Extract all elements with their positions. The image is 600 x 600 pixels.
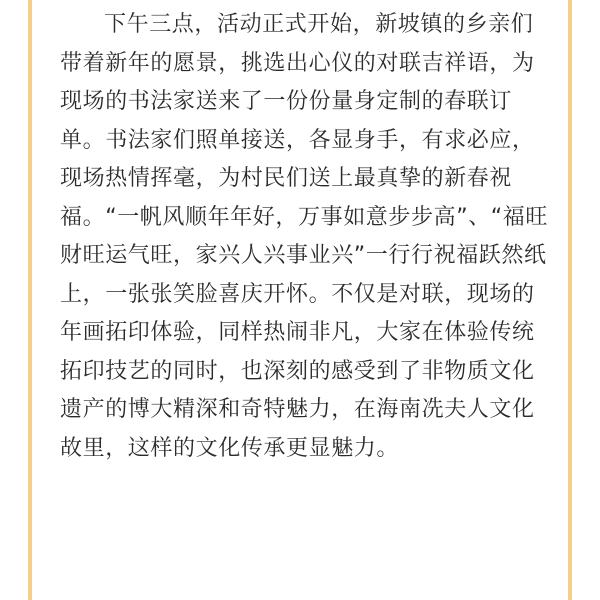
paragraph-line: 现场热情挥毫，为村民们送上最真挚的新春祝 bbox=[60, 166, 513, 191]
paragraph-line: 单。书法家们照单接送，各显身手，有求必应， bbox=[60, 127, 535, 153]
paragraph-line: 福。“一帆风顺年年好，万事如意步步高”、“福旺 bbox=[60, 204, 548, 230]
paragraph-line: 拓印技艺的同时，也深刻的感受到了非物质文化 bbox=[60, 358, 535, 384]
left-decorative-border bbox=[28, 0, 32, 600]
paragraph-line: 故里，这样的文化传承更显魅力。 bbox=[60, 435, 400, 461]
paragraph-line: 带着新年的愿景，挑选出心仪的对联吉祥语，为 bbox=[60, 50, 535, 76]
article-paragraph bbox=[60, 6, 580, 468]
paragraph-line: 年画拓印体验，同样热闹非凡，大家在体验传统 bbox=[60, 320, 535, 345]
paragraph-line: 财旺运气旺，家兴人兴事业兴”一行行祝福跃然纸 bbox=[60, 243, 547, 268]
paragraph-line: 遗产的博大精深和奇特魅力，在海南冼夫人文化 bbox=[60, 397, 535, 422]
paragraph-line: 上，一张张笑脸喜庆开怀。不仅是对联，现场的 bbox=[60, 281, 535, 307]
paragraph-line: 下午三点，活动正式开始，新坡镇的乡亲们 bbox=[104, 12, 534, 37]
paragraph-line: 现场的书法家送来了一份份量身定制的春联订 bbox=[60, 89, 513, 114]
